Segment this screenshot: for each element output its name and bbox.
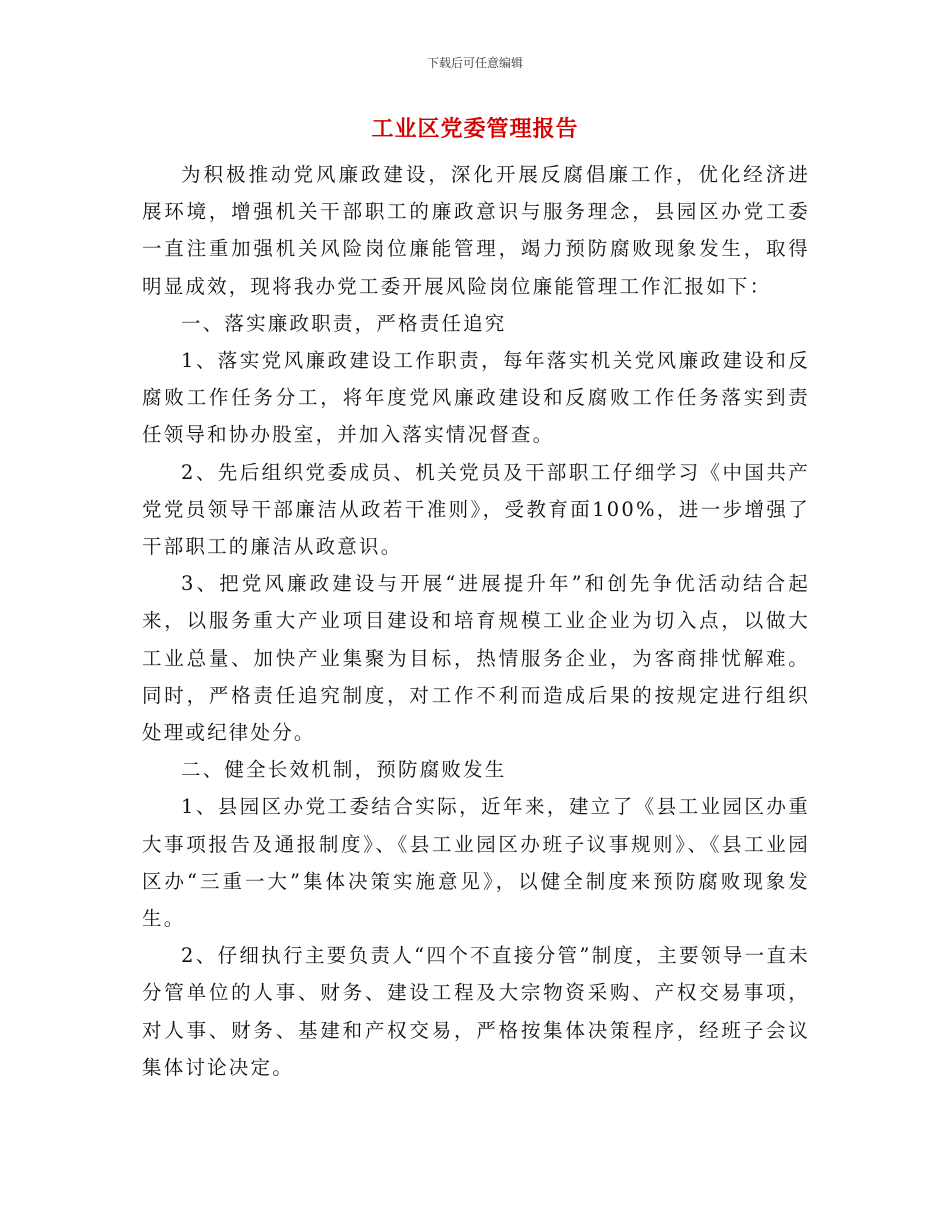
section-heading-1: 一、落实廉政职责，严格责任追究 bbox=[181, 311, 507, 335]
section-2-item-2: 2、仔细执行主要负责人“四个不直接分管”制度，主要领导一直未分管单位的人事、财务、建设工程及大宗物资采购、产权交易事项，对人事、财务、基建和产权交易，严格按集体决策程序，经班子会议集体讨论决定。 bbox=[142, 944, 810, 1079]
section-1-item-1: 1、落实党风廉政建设工作职责，每年落实机关党风廉政建设和反腐败工作任务分工，将年度党风廉政建设和反腐败工作任务落实到责任领导和协办股室，并加入落实情况督查。 bbox=[142, 349, 810, 447]
document-title: 工业区党委管理报告 bbox=[371, 117, 579, 142]
header-note: 下载后可任意编辑 bbox=[426, 56, 523, 70]
intro-paragraph: 为积极推动党风廉政建设，深化开展反腐倡廉工作，优化经济进展环境，增强机关干部职工的廉政意识与服务理念，县园区办党工委一直注重加强机关风险岗位廉能管理，竭力预防腐败现象发生，取得明显成效，现将我办党工委开展风险岗位廉能管理工作汇报如下： bbox=[142, 163, 810, 298]
document-body bbox=[142, 156, 810, 1086]
section-1-item-3: 3、把党风廉政建设与开展“进展提升年”和创先争优活动结合起来，以服务重大产业项目建设和培育规模工业企业为切入点，以做大工业总量、加快产业集聚为目标，热情服务企业，为客商排忧解难。同时，严格责任追究制度，对工作不利而造成后果的按规定进行组织处理或纪律处分。 bbox=[142, 572, 810, 745]
section-1-item-2: 2、先后组织党委成员、机关党员及干部职工仔细学习《中国共产党党员领导干部廉洁从政若干准则》，受教育面100%，进一步增强了干部职工的廉洁从政意识。 bbox=[142, 460, 810, 559]
section-2-item-1: 1、县园区办党工委结合实际，近年来，建立了《县工业园区办重大事项报告及通报制度》、《县工业园区办班子议事规则》、《县工业园区办“三重一大”集体决策实施意见》，以健全制度来预防腐败现象发生。 bbox=[142, 795, 810, 931]
section-heading-2: 二、健全长效机制，预防腐败发生 bbox=[181, 758, 507, 782]
